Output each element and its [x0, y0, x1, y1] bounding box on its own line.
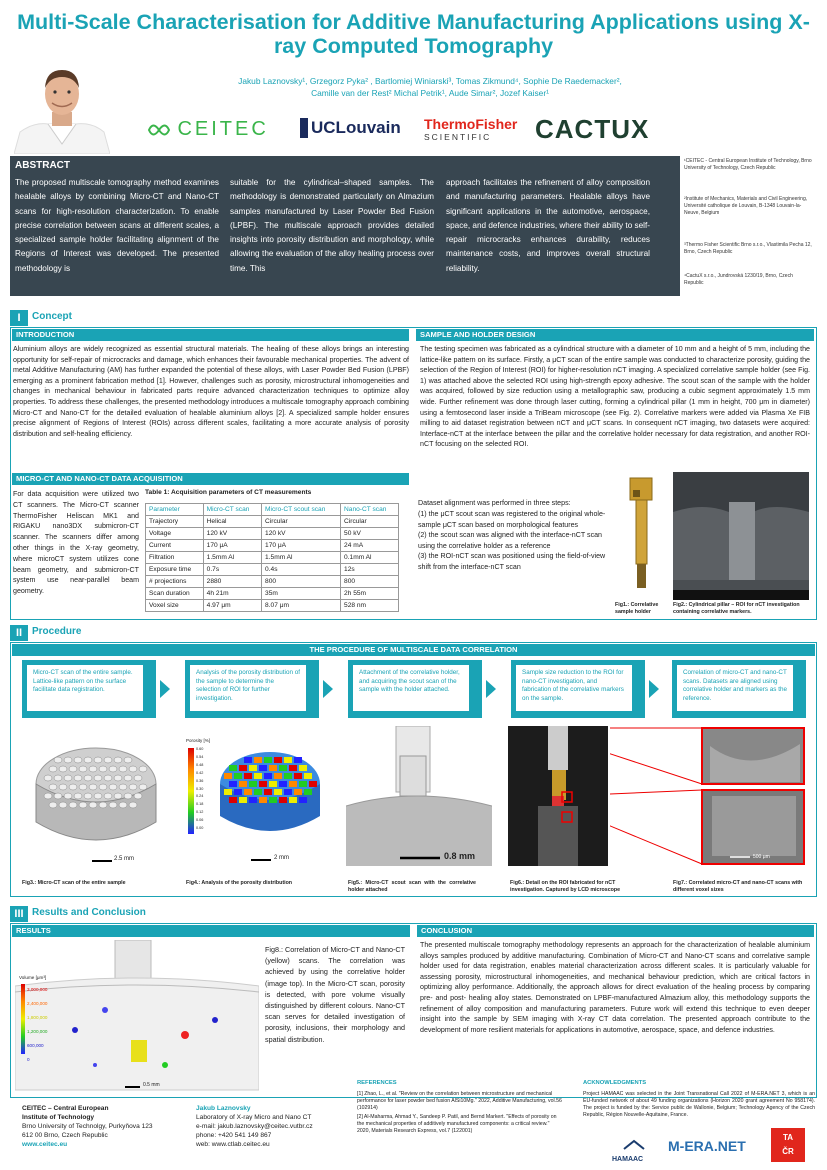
- porosity-tick: 0.42: [196, 770, 204, 775]
- fig2-caption: Fig2.: Cylindrical pillar – ROI for nCT investigation containing correlative markers.: [673, 602, 800, 615]
- table-cell: Scan duration: [146, 588, 204, 600]
- contact-name: Jakub Laznovsky: [196, 1105, 251, 1112]
- fig8-image: [15, 940, 259, 1092]
- scale-label: 0.8 mm: [444, 851, 476, 861]
- scale-label: 500 μm: [753, 854, 770, 860]
- flow-step-1: [22, 660, 156, 718]
- table-cell: Circular: [341, 516, 399, 528]
- contact-phone: phone: +420 541 149 867: [196, 1132, 272, 1139]
- table-title: Table 1: Acquisition parameters of CT measurements: [145, 489, 312, 496]
- flow-step-text: Attachment of the correlative holder, and acquiring the scout scan of the sample with the holder attached.: [353, 665, 469, 711]
- table-cell: Parameter: [146, 504, 204, 516]
- porosity-tick: 0.18: [196, 802, 204, 807]
- table-cell: 528 nm: [341, 600, 399, 612]
- volume-label: Volume [μm³]: [19, 975, 47, 980]
- affiliation-1: ¹CEITEC - Central European Institute of Technology, Brno University of Technology, Czech Republic: [684, 158, 812, 171]
- conclusion-text: The presented multiscale tomography methodology represents an approach for the characterization of healable aluminium alloys samples produced by additive manufacturing. Combination of Micro-CT and Nano-CT scans and correlative sample holder used for data registration, enables material characterization across different scales. It is particularly valuable for assessing porosity, microstructural inhomogeneities, and mechanical behaviour prediction, which are critical factors in optimizing alloy performance. Additionally, the approach allows for direct evaluation of the healing process by comparing pre- and post- healing alloy states. Demonstrated on LPBF-manufactured Almazium alloy, this methodology supports the refinement of alloy composition and manufacturing parameters. Future work will extend this technique to even deeper insight into the sample by SEM imaging with X-ray CT data correlation. The presented approach contribute to the development of more resilient materials for applications in automotive, aerospace, space, and defence industries.: [420, 941, 810, 1034]
- institution-address: Brno University of Technolgy, Purkyňova 123: [22, 1123, 153, 1130]
- fig4-image: [186, 726, 334, 866]
- hamaac-logo-text: HAMAAC: [612, 1156, 644, 1163]
- table-row: [146, 528, 399, 540]
- abstract-heading: ABSTRACT: [15, 160, 70, 171]
- references-heading: REFERENCES: [357, 1080, 397, 1086]
- references-list: [357, 1091, 562, 1135]
- fig5-image: [346, 726, 492, 866]
- table-cell: 24 mA: [341, 540, 399, 552]
- acquisition-table: [145, 503, 399, 612]
- porosity-tick: 0.24: [196, 794, 204, 799]
- acquisition-heading: MICRO-CT AND NANO-CT DATA ACQUISITION: [12, 473, 409, 485]
- fig5-caption: Fig5.: Micro-CT scout scan with the correlative holder attached: [348, 880, 476, 893]
- volume-tick: 600,000: [27, 1043, 44, 1048]
- table-cell: 4h 21m: [203, 588, 261, 600]
- procedure-heading: THE PROCEDURE OF MULTISCALE DATA CORRELATION: [12, 644, 815, 656]
- acknowledgments-heading: ACKNOWLEDGMENTS: [583, 1080, 647, 1086]
- fig3-caption: Fig3.: Micro-CT scan of the entire sample: [22, 880, 126, 886]
- table-row: [146, 540, 399, 552]
- section-title: Concept: [32, 311, 72, 322]
- table-cell: 120 kV: [262, 528, 341, 540]
- scale-label: 2 mm: [274, 855, 289, 861]
- reference-item: [1] Zhao, L., et al. "Review on the correlation between microstructure and mechanical performance for laser powder bed fusion AlSi10Mg." 2022, Additive Manufacturing, vol.56 (102914): [357, 1091, 562, 1111]
- volume-ticks: [27, 983, 47, 1067]
- contact-email-link[interactable]: e-mail: jakub.laznovsky@ceitec.vutbr.cz: [196, 1123, 313, 1130]
- table-cell: 120 kV: [203, 528, 261, 540]
- fig2-sem-image: [673, 472, 809, 600]
- table-row: [146, 552, 399, 564]
- flow-step-text: Micro-CT scan of the entire sample. Lattice-like pattern on the surface facilitate data registration.: [27, 665, 143, 711]
- table-cell: Voxel size: [146, 600, 204, 612]
- table-cell: 2h 55m: [341, 588, 399, 600]
- institution-name-2: Institute of Technology: [22, 1114, 95, 1121]
- table-row: [146, 504, 399, 516]
- abstract-col-2: suitable for the cylindrical–shaped samples. The methodology is demonstrated particularly on Almazium samples manufactured by Laser Powder Bed Fusion (LPBF). The multiscale approach provides detailed insights into porosity distribution and morphology, while allowing the evaluation of the alloy healing process over time. This: [230, 178, 434, 273]
- table-cell: 8.07 μm: [262, 600, 341, 612]
- volume-tick: 3,000,000: [27, 987, 48, 992]
- table-cell: Nano-CT scan: [341, 504, 399, 516]
- thermofisher-logo-sub: SCIENTIFIC: [424, 132, 492, 142]
- table-cell: Voltage: [146, 528, 204, 540]
- fig1-holder-image: [617, 474, 667, 600]
- fig6-image: [508, 726, 608, 866]
- flow-step-4: [511, 660, 645, 718]
- table-cell: 12s: [341, 564, 399, 576]
- author-photo: [14, 62, 110, 154]
- institution-city: 612 00 Brno, Czech Republic: [22, 1132, 108, 1139]
- fig1-caption: Fig1.: Correlative sample holder: [615, 602, 659, 615]
- hamaac-logo: [612, 1138, 646, 1163]
- volume-tick: 0: [27, 1057, 30, 1062]
- tacr-logo-bottom: ČR: [782, 1147, 794, 1156]
- uclouvain-logo-text: UCLouvain: [311, 118, 401, 137]
- flow-arrow: [649, 680, 659, 698]
- flow-step-text: Correlation of micro-CT and nano-CT scans. Datasets are aligned using correlative holder and markers as the reference.: [677, 665, 793, 711]
- sample-holder-text: The testing specimen was fabricated as a cylindrical structure with a diameter of 10 mm and a height of 5 mm, including the lattice-like pattern on its surface. Firstly, a μCT scan of the entire sample was conducted to characterize porosity, guiding the selection of the Region of Interest (ROI) for higher-resolution nCT imaging. A specialized correlative sample holder (see Fig. 1) was attached above the selected ROI using high-strength epoxy adhesive. The scout scan of the sample with the holder was acquired, followed by size reduction using a metallographic saw, producing a cubic segment approximately 1.5 mm wide. Further refinement was done through laser cutting, forming a cylindrical pillar (1 mm in height, 700 μm in diameter) using a femtosecond laser inside a TriBeam microscope (see Fig. 2). Correlative markers were added via Plasma Xe FIB milling to aid dataset registration between nCT and μCT scans. In consequent nCT imaging, two datasets were acquired: Interface-nCT at the interface between the pillar and the correlative holder necessary for data registration, and another ROI-nCT focusing on the selected ROI.: [420, 345, 810, 449]
- porosity-tick: 0.54: [196, 754, 204, 759]
- section-number: I: [10, 310, 28, 326]
- fig3-image: [22, 726, 170, 866]
- table-cell: 1.5mm Al: [262, 552, 341, 564]
- section-title: Results and Conclusion: [32, 907, 146, 918]
- alignment-step-1: (1) the μCT scout scan was registered to the original whole-sample μCT scan based on morphological features: [418, 510, 606, 529]
- abstract-col-3: approach facilitates the refinement of alloy composition and manufacturing parameters. Healable alloys have significant applications in the automotive, aerospace, space, and defence industries, where their ability to self-repair microcracks enhances durability, reduces maintenance costs, and improves overall structural reliability.: [446, 178, 650, 273]
- table-cell: 4.97 μm: [203, 600, 261, 612]
- institution-name: CEITEC – Central European: [22, 1105, 109, 1112]
- tacr-logo-top: TA: [782, 1133, 794, 1142]
- cactux-logo-text: CACTUX: [535, 114, 650, 144]
- table-row: [146, 564, 399, 576]
- porosity-tick: 0.60: [196, 747, 204, 751]
- table-cell: 50 kV: [341, 528, 399, 540]
- institution-website-link[interactable]: www.ceitec.eu: [22, 1141, 68, 1148]
- table-cell: Trajectory: [146, 516, 204, 528]
- table-cell: 0.4s: [262, 564, 341, 576]
- thermofisher-logo: [424, 118, 517, 144]
- ceitec-logo: [145, 118, 269, 141]
- table-cell: Current: [146, 540, 204, 552]
- table-cell: 1.5mm Al: [203, 552, 261, 564]
- introduction-text: Aluminium alloys are widely recognized as essential structural materials. The healing of these alloys brings an interesting opportunity for self-repair of microcracks and damage, which enhances their favourable mechanical properties. The advent of metal Additive Manufacturing (AM) has further expanded the potential of these alloys, with Laser Powder Bed Fusion (LPBF) emerging as a prominent fabrication method [1]. However, challenges such as porosity, microstructural inhomogeneities and changes in mechanical behaviour in fabricated parts require advanced characterization techniques to optimize alloy properties. To address these challenges, the presented methodology introduces a multiscale tomography approach combining Micro-CT and Nano-CT for the detailed evaluation of healable aluminium alloys [2]. A specialized sample holder ensures precise alignment of Regions of Interest (ROIs) across different scales, facilitating a more accurate analysis of porosity distribution and self-healing efficiency.: [13, 345, 409, 438]
- table-cell: 35m: [262, 588, 341, 600]
- uclouvain-logo: [300, 118, 401, 138]
- author-list: [150, 75, 710, 99]
- table-cell: 0.7s: [203, 564, 261, 576]
- flow-step-2: [185, 660, 319, 718]
- scale-label: 2.5 mm: [114, 856, 135, 862]
- volume-tick: 2,400,000: [27, 1001, 48, 1006]
- tacr-logo: [771, 1128, 805, 1162]
- table-row: [146, 516, 399, 528]
- table-cell: 2880: [203, 576, 261, 588]
- table-cell: 170 μA: [262, 540, 341, 552]
- alignment-step-2: (2) the scout scan was aligned with the interface-nCT scan using the correlative holder as a reference: [418, 531, 603, 550]
- results-heading: RESULTS: [12, 925, 410, 937]
- alignment-steps: [418, 509, 608, 573]
- footer-institution: [22, 1104, 153, 1149]
- table-cell: Micro-CT scan: [203, 504, 261, 516]
- sample-holder-heading: SAMPLE AND HOLDER DESIGN: [416, 329, 814, 341]
- porosity-tick: 0.30: [196, 786, 204, 791]
- table-cell: Micro-CT scout scan: [262, 504, 341, 516]
- alignment-intro: Dataset alignment was performed in three steps:: [418, 499, 571, 507]
- flow-arrow: [486, 680, 496, 698]
- flow-arrow: [323, 680, 333, 698]
- volume-tick: 1,200,000: [27, 1029, 48, 1034]
- fig7-image: [610, 726, 806, 866]
- affiliations: [680, 156, 817, 296]
- flow-step-text: Analysis of the porosity distribution of the sample to determine the selection of ROI for further investigation.: [190, 665, 306, 711]
- table-cell: # projections: [146, 576, 204, 588]
- thermofisher-logo-text: ThermoFisher: [424, 116, 518, 132]
- porosity-tick: 0.06: [196, 818, 204, 823]
- affiliation-2: ²Institute of Mechanics, Materials and Civil Engineering, Université catholique de Louvain, B-1348 Louvain-la-Neuve, Belgium: [684, 196, 808, 216]
- porosity-label: Porosity [%]: [186, 738, 211, 743]
- porosity-tick: 0.12: [196, 810, 204, 815]
- porosity-ticks: [196, 746, 203, 833]
- acknowledgments-text: Project HAMAAC was selected in the Joint Transnational Call 2022 of M-ERA.NET 3, which is an EU-funded network of about 49 funding organizations (Horizon 2020 grant agreement No 958174). The project is funded by the: Service public de Wallonie, Belgium; Technology Agency of the Czech Republic, Région Nouvelle-Aquitaine, France.: [583, 1091, 815, 1118]
- flow-step-3: [348, 660, 482, 718]
- table-cell: Helical: [203, 516, 261, 528]
- contact-lab: Laboratory of X-ray Micro and Nano CT: [196, 1114, 312, 1121]
- flow-arrow: [160, 680, 170, 698]
- authors-line-1: Jakub Laznovsky¹, Grzegorz Pyka² , Bartlomiej Winiarski³, Tomas Zikmund⁴, Sophie De Raedemacker²,: [238, 76, 622, 86]
- fig7-caption: Fig7.: Correlated micro-CT and nano-CT scans with different voxel sizes: [673, 880, 803, 893]
- alignment-step-3: (3) the ROI-nCT scan was positioned using the field-of-view shift from the interface-nCT scan: [418, 552, 606, 571]
- table-row: [146, 588, 399, 600]
- section-number: III: [10, 906, 28, 922]
- authors-line-2: Camille van der Rest² Michal Petrik¹, Aude Simar², Jozef Kaiser¹: [311, 88, 549, 98]
- table-cell: Exposure time: [146, 564, 204, 576]
- poster-title: Multi-Scale Characterisation for Additive Manufacturing Applications using X-ray Computed Tomography: [17, 10, 810, 58]
- acquisition-text: For data acquisition were utilized two CT scanners. The Micro-CT scanner ThermoFisher Heliscan MK1 and RIGAKU nano3DX submicron-CT scanner. The scanners differ among other things in the X-ray geometry, where microCT system utilizes cone beam geometry, and submicron-CT system use near-parallel beam geometry.: [13, 490, 139, 596]
- table-row: [146, 600, 399, 612]
- flow-step-5: [672, 660, 806, 718]
- porosity-tick: 0.48: [196, 762, 204, 767]
- volume-tick: 1,800,000: [27, 1015, 48, 1020]
- porosity-tick: 0.00: [196, 826, 204, 831]
- conclusion-heading: CONCLUSION: [417, 925, 814, 937]
- contact-website-link[interactable]: web: www.ctlab.ceitec.eu: [196, 1141, 270, 1148]
- section-title: Procedure: [32, 626, 82, 637]
- porosity-tick: 0.36: [196, 778, 204, 783]
- affiliation-3: ³Thermo Fisher Scientific Brno s.r.o., Vlastimila Pecha 12, Brno, Czech Republic: [684, 242, 812, 255]
- introduction-heading: INTRODUCTION: [12, 329, 409, 341]
- ceitec-logo-text: CEITEC: [177, 118, 269, 140]
- affiliation-4: ⁴CactuX s.r.o., Jundrovská 1230/19, Brno, Czech Republic: [684, 273, 793, 286]
- section-number: II: [10, 625, 28, 641]
- reference-item: [2] Al-Maharma, Ahmad Y., Sandeep P. Patil, and Bernd Markert. "Effects of porosity on the mechanical properties of additively manufactured components: a critical review." 2020, Materials Research Express, vol.7 (122001): [357, 1114, 557, 1134]
- table-row: [146, 576, 399, 588]
- fig8-caption: Fig8.: Correlation of Micro-CT and Nano-CT (yellow) scans. The correlation was achieved by using the correlative holder (image top). In the Micro-CT scan, porosity is detected, with pore volume visually distinguished by different colours. Nano-CT scan serves for detailed investigation of porosity, inclusions, their morphology and spatial distribution.: [265, 945, 405, 1044]
- abstract-col-1: The proposed multiscale tomography method examines healable alloys by combining Micro-CT and Nano-CT scans for high-resolution characterization. To enable precise correlation between scans at different scales, a specialized sample holder facilitating alignment of the Regions of Interest was developed. The presented methodology is: [15, 178, 219, 273]
- table-cell: Filtration: [146, 552, 204, 564]
- table-cell: 170 μA: [203, 540, 261, 552]
- scale-label: 0.5 mm: [143, 1082, 160, 1088]
- table-cell: 0.1mm Al: [341, 552, 399, 564]
- table-cell: 800: [262, 576, 341, 588]
- cactux-logo: [535, 114, 649, 145]
- table-cell: 800: [341, 576, 399, 588]
- flow-step-text: Sample size reduction to the ROI for nano-CT investigation, and fabrication of the correlative markers on the sample.: [516, 665, 632, 711]
- meranet-logo: M-ERA.NET: [668, 1138, 746, 1154]
- fig4-caption: Fig4.: Analysis of the porosity distribution: [186, 880, 293, 886]
- footer-contact: [196, 1104, 313, 1149]
- table-cell: Circular: [262, 516, 341, 528]
- fig6-caption: Fig6.: Detail on the ROI fabricated for nCT investigation. Captured by LCD microscope: [510, 880, 621, 893]
